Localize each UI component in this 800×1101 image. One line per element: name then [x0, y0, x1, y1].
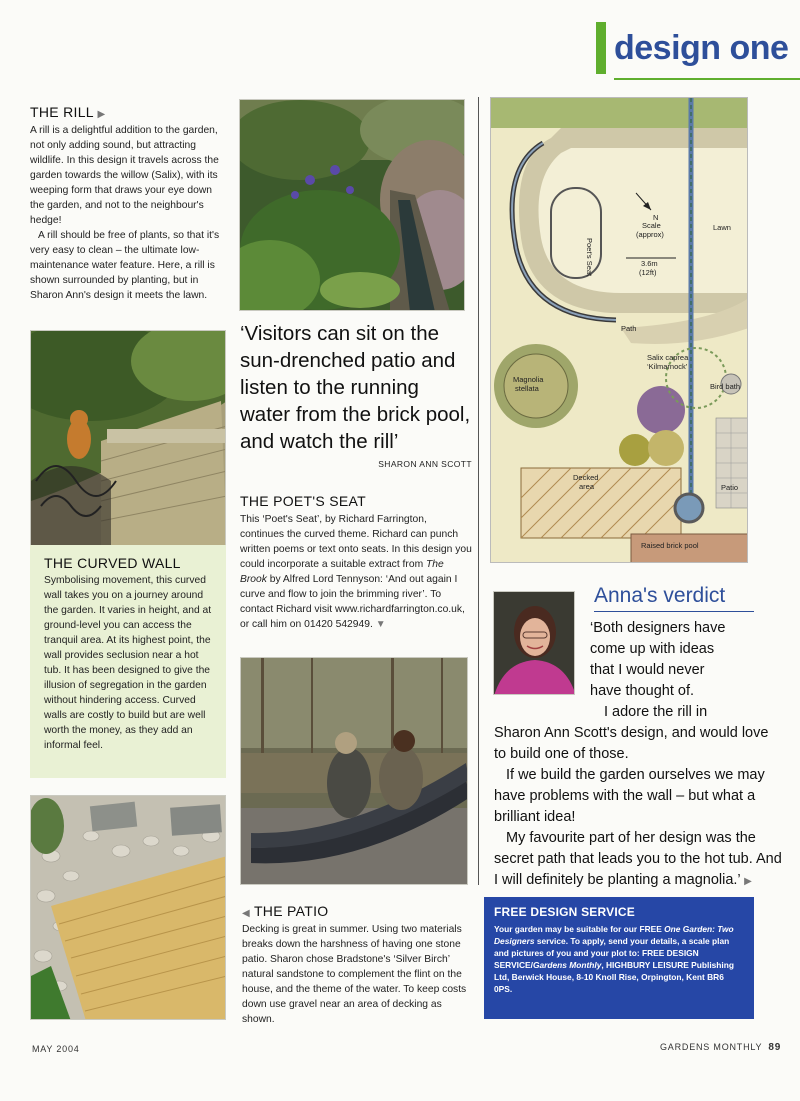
rill-paragraph-2: A rill should be free of plants, so that it's very easy to clean – the ultimate low-maintenance water feature. Here, a rill is shown surrounded by planting, but in Sharon Ann's design it meets the lawn.	[30, 230, 220, 301]
plan-label-poets-seat: Poet's Seat	[585, 238, 594, 277]
plan-label-salix-1: Salix caprea	[647, 353, 689, 362]
verdict-line-2: come up with ideas	[590, 641, 715, 657]
verdict-line-4: have thought of.	[590, 683, 694, 699]
rill-article	[30, 104, 226, 303]
poets-seat-article	[240, 493, 472, 632]
service-title: FREE DESIGN SERVICE	[494, 905, 635, 919]
curved-wall-heading: THE CURVED WALL	[44, 555, 181, 571]
plan-label-decked-2: area	[579, 482, 595, 491]
magazine-name: GARDENS MONTHLY	[660, 1042, 763, 1052]
rill-heading: THE RILL ▶	[30, 104, 106, 120]
patio-heading: ◀ THE PATIO	[242, 903, 329, 919]
verdict-paragraph-3: My favourite part of her design was the secret path that leads you to the hot tub. And I will definitely be planting a magnolia.’ ▶	[494, 830, 782, 888]
section-header	[596, 22, 788, 74]
pull-quote	[240, 320, 472, 469]
section-underline	[614, 78, 800, 80]
folio	[660, 1042, 781, 1053]
section-title: design one	[614, 28, 789, 67]
rill-photo	[239, 99, 465, 311]
plan-label-lawn: Lawn	[713, 223, 731, 232]
plan-label-approx: (approx)	[636, 230, 664, 239]
verdict-line-3: that I would never	[590, 662, 705, 678]
right-arrow-icon: ▶	[744, 876, 752, 887]
plan-label-scale: Scale	[642, 221, 661, 230]
poets-seat-photo	[240, 657, 468, 885]
free-design-service-box	[484, 897, 754, 1019]
verdict-paragraph-1: Sharon Ann Scott's design, and would love to build one of those.	[494, 725, 769, 762]
column-divider	[478, 97, 479, 885]
verdict-body	[494, 618, 784, 892]
plan-label-raised-pool: Raised brick pool	[641, 541, 699, 550]
left-arrow-icon: ◀	[242, 908, 250, 919]
verdict-underline	[594, 611, 754, 612]
page-number: 89	[768, 1042, 782, 1053]
plan-label-dim-ft: (12ft)	[639, 268, 657, 277]
down-arrow-icon: ▼	[375, 619, 386, 630]
curved-wall-photo	[30, 330, 226, 546]
rill-paragraph-1: A rill is a delightful addition to the garden, not only adding sound, but attracting wildlife. In this design it travels across the garden towards the willow (Salix), with its weeping form that draws your eye down the garden, and not to the neighbour's hedge!	[30, 125, 219, 226]
curved-wall-body: Symbolising movement, this curved wall takes you on a journey around the garden. It varies in height, and at ground-level you can access the tranquil area. At its highest point, the wall provides seclusion near a hot tub. It has been designed to give the illusion of segregation in the garden without hindering access. Curved walls are costly to build but are well worth the money, as they add an informal feel.	[44, 575, 212, 751]
rill-body	[30, 123, 226, 303]
poets-seat-heading: THE POET'S SEAT	[240, 493, 366, 509]
plan-label-path: Path	[621, 324, 637, 333]
issue-date: MAY 2004	[32, 1044, 80, 1054]
decking-photo	[30, 795, 226, 1020]
plan-label-magnolia-1: Magnolia	[513, 375, 544, 384]
poets-seat-body: This ‘Poet's Seat’, by Richard Farrington, continues the curved theme. Richard can punch written poems or text onto seats. In this design you could incorporate a suitable extract from The Brook by Alfred Lord Tennyson: ‘And out again I curve and flow to join the brimming river’. To contact Richard visit www.richardfarrington.co.uk, or call him on 01420 542949. ▼	[240, 514, 472, 630]
plan-label-magnolia-2: stellata	[515, 384, 539, 393]
verdict-line-5: I adore the rill in	[604, 704, 708, 720]
plan-label-bird-bath: Bird bath	[710, 382, 741, 391]
right-arrow-icon: ▶	[97, 109, 106, 120]
plan-label-patio: Patio	[721, 483, 739, 492]
verdict-paragraph-2: If we build the garden ourselves we may have problems with the wall – but what a brilliant idea!	[494, 767, 765, 825]
patio-body: Decking is great in summer. Using two materials breaks down the harshness of having one stone patio. Sharon chose Bradstone's ‘Silver Birch’ natural sandstone to complement the flint on the house, and the theme of the water. To keep costs down use gravel near an area of decking as shown.	[242, 924, 467, 1025]
plan-label-decked-1: Decked	[573, 473, 599, 482]
verdict-line-1: ‘Both designers have	[590, 620, 726, 636]
garden-plan-drawing	[490, 97, 748, 563]
quote-text: ‘Visitors can sit on the sun-drenched patio and listen to the running water from the brick pool, and watch the rill’	[240, 322, 471, 453]
plan-label-dim-m: 3.6m	[641, 259, 658, 268]
plan-label-salix-2: ‘Kilmarnock’	[647, 362, 688, 371]
plan-label-north: N	[653, 213, 659, 222]
quote-author: SHARON ANN SCOTT	[378, 459, 472, 469]
patio-article	[242, 903, 474, 1027]
service-body: Your garden may be suitable for our FREE One Garden: Two Designers service. To apply, send your details, a scale plan and pictures of you and your plot to: FREE DESIGN SERVICE/Gardens Monthly, HIGHBURY LEISURE Publishing Ltd, Berwick House, 8-10 Knoll Rise, Orpington, Kent BR6 0PS.	[494, 924, 734, 994]
curved-wall-box	[30, 545, 226, 778]
verdict-title: Anna's verdict	[594, 584, 726, 607]
section-marker	[596, 22, 606, 74]
